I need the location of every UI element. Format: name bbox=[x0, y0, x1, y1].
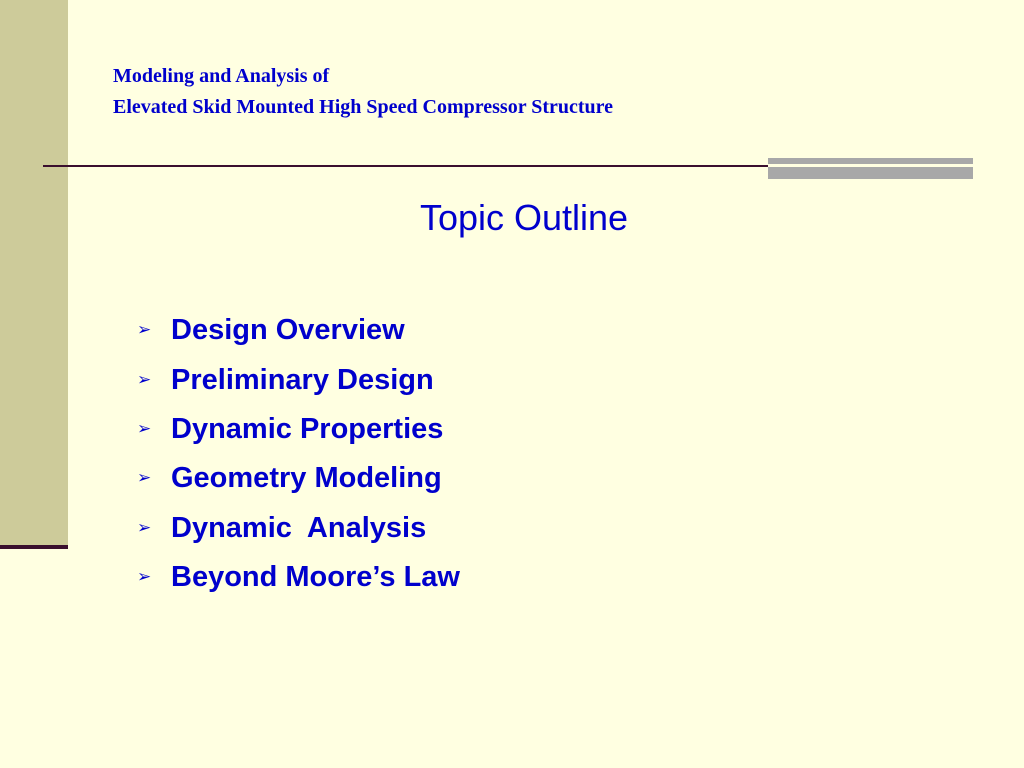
list-item bbox=[137, 553, 460, 602]
list-item bbox=[137, 504, 460, 553]
list-item-label: Dynamic Properties bbox=[171, 412, 444, 445]
list-item-label: Dynamic Analysis bbox=[171, 511, 427, 544]
list-item-label: Preliminary Design bbox=[171, 363, 434, 396]
arrow-bullet-icon: ➢ bbox=[137, 418, 152, 439]
topic-list bbox=[137, 306, 460, 602]
list-item-label: Design Overview bbox=[171, 314, 405, 347]
arrow-bullet-icon: ➢ bbox=[137, 567, 152, 588]
arrow-bullet-icon: ➢ bbox=[137, 468, 152, 489]
arrow-bullet-icon: ➢ bbox=[137, 369, 152, 390]
list-item bbox=[137, 355, 460, 404]
list-item-label: Beyond Moore’s Law bbox=[171, 561, 460, 594]
title-line-2: Elevated Skid Mounted High Speed Compressor Structure bbox=[113, 96, 614, 118]
header-divider-accent bbox=[768, 158, 973, 179]
list-item bbox=[137, 454, 460, 503]
title-line-1: Modeling and Analysis of bbox=[113, 65, 330, 87]
side-bar bbox=[0, 0, 68, 545]
list-item bbox=[137, 405, 460, 454]
arrow-bullet-icon: ➢ bbox=[137, 320, 152, 341]
slide-title bbox=[113, 61, 613, 123]
list-item bbox=[137, 306, 460, 355]
side-bar-underline bbox=[0, 545, 68, 549]
topic-heading: Topic Outline bbox=[419, 197, 629, 238]
list-item-label: Geometry Modeling bbox=[171, 462, 442, 495]
arrow-bullet-icon: ➢ bbox=[137, 517, 152, 538]
